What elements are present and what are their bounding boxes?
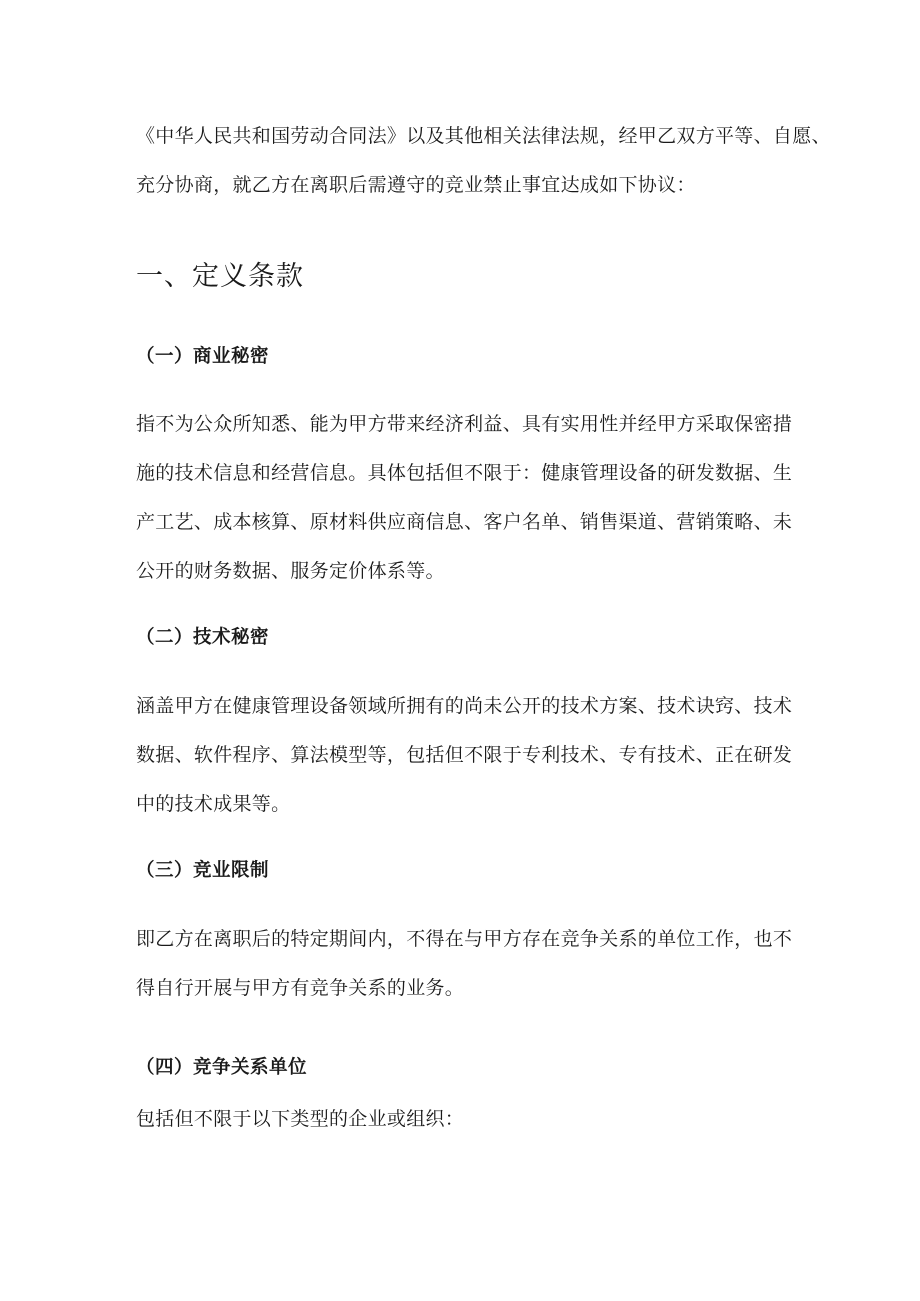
clause-body-technical-secret (136, 682, 793, 829)
clause-line: 公开的财务数据、服务定价体系等。 (136, 560, 445, 582)
clause-line: 即乙方在离职后的特定期间内，不得在与甲方存在竞争关系的单位工作，也不 (136, 928, 793, 950)
intro-paragraph (136, 112, 831, 210)
clause-line: 施的技术信息和经营信息。具体包括但不限于：健康管理设备的研发数据、生 (136, 462, 793, 484)
clause-heading-non-compete: （三）竞业限制 (136, 860, 270, 881)
clause-body-competitor (136, 1095, 786, 1144)
clause-line: 数据、软件程序、算法模型等，包括但不限于专利技术、专有技术、正在研发 (136, 744, 793, 766)
clause-heading-trade-secret: （一）商业秘密 (136, 346, 270, 367)
intro-line: 《中华人民共和国劳动合同法》以及其他相关法律法规，经甲乙双方平等、自愿、 (136, 125, 831, 147)
intro-line: 充分协商，就乙方在离职后需遵守的竞业禁止事宜达成如下协议： (136, 174, 696, 196)
clause-line: 指不为公众所知悉、能为甲方带来经济利益、具有实用性并经甲方采取保密措 (136, 413, 793, 435)
section-title: 一、定义条款 (136, 261, 304, 292)
clause-heading-competitor: （四）竞争关系单位 (136, 1057, 308, 1078)
clause-line: 产工艺、成本核算、原材料供应商信息、客户名单、销售渠道、营销策略、未 (136, 511, 793, 533)
clause-body-non-compete (136, 915, 793, 1013)
clause-heading-technical-secret: （二）技术秘密 (136, 627, 270, 648)
clause-line: 涵盖甲方在健康管理设备领域所拥有的尚未公开的技术方案、技术诀窍、技术 (136, 695, 793, 717)
clause-line: 中的技术成果等。 (136, 793, 291, 815)
clause-body-trade-secret (136, 400, 793, 596)
clause-line: 得自行开展与甲方有竞争关系的业务。 (136, 977, 465, 999)
clause-line: 包括但不限于以下类型的企业或组织： (136, 1108, 465, 1130)
